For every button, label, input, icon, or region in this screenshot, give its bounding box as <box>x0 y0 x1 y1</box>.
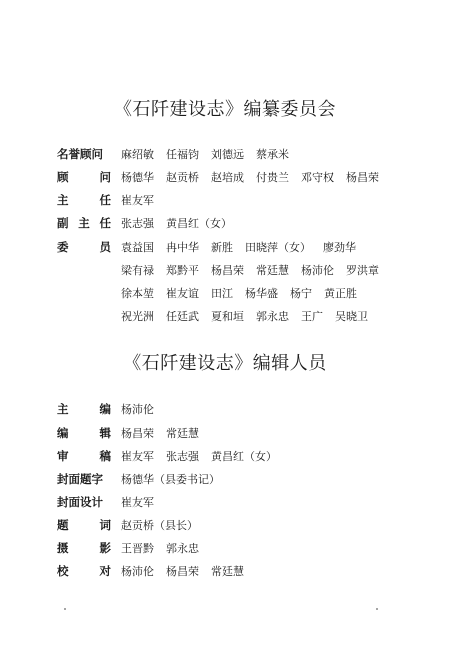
person-name: 冉中华 <box>166 241 199 254</box>
role-label: 审 稿 <box>57 449 111 463</box>
person-name: 杨华盛 <box>245 287 278 300</box>
names-list <box>121 448 289 464</box>
names-list <box>121 169 391 185</box>
role-label: 顾 问 <box>57 170 111 184</box>
person-name: 袁益国 <box>121 241 154 254</box>
names-list <box>121 146 301 162</box>
role-label: 封面设计 <box>57 495 103 509</box>
names-list <box>121 540 211 556</box>
person-name: 杨德华 <box>121 171 154 184</box>
person-name: 付贵兰 <box>256 171 289 184</box>
names-list <box>121 308 380 324</box>
person-name: 吴晓卫 <box>335 310 368 323</box>
person-name: 新胜 <box>211 241 233 254</box>
person-name: 杨德华（县委书记） <box>121 473 220 486</box>
credit-row <box>57 285 369 301</box>
names-list <box>121 471 232 487</box>
person-name: 杨昌荣 <box>346 171 379 184</box>
person-name: 常廷慧 <box>256 264 289 277</box>
role-label: 题 词 <box>57 518 111 532</box>
role-label: 委 员 <box>57 240 111 254</box>
person-name: 郭永忠 <box>256 310 289 323</box>
person-name: 杨昌荣 <box>211 264 244 277</box>
person-name: 麻绍敏 <box>121 148 154 161</box>
person-name: 郑黔平 <box>166 264 199 277</box>
role-label: 摄 影 <box>57 541 111 555</box>
names-list <box>121 494 166 510</box>
names-list <box>121 401 166 417</box>
person-name: 田晓萍（女） <box>245 241 311 254</box>
person-name: 梁有禄 <box>121 264 154 277</box>
credit-row <box>57 215 244 231</box>
credit-row <box>57 517 210 533</box>
person-name: 崔友谊 <box>166 287 199 300</box>
credit-row <box>57 540 211 556</box>
person-name: 杨沛伦 <box>301 264 334 277</box>
role-label: 主 任 <box>57 193 111 207</box>
person-name: 廖劲华 <box>323 241 356 254</box>
editors-title: 《石阡建设志》编辑人员 <box>123 353 327 374</box>
person-name: 邓守权 <box>301 171 334 184</box>
role-label: 名誉顾问 <box>57 147 103 161</box>
names-list <box>121 425 211 441</box>
names-list <box>121 262 391 278</box>
credit-row <box>57 563 256 579</box>
person-name: 张志强 <box>166 450 199 463</box>
person-name: 祝光洲 <box>121 310 154 323</box>
role-label: 封面题字 <box>57 472 103 486</box>
credit-row <box>57 494 166 510</box>
scan-speck <box>64 608 66 610</box>
names-list <box>121 563 256 579</box>
person-name: 赵培成 <box>211 171 244 184</box>
names-list <box>121 215 244 231</box>
person-name: 黄正胜 <box>324 287 357 300</box>
person-name: 王广 <box>301 310 323 323</box>
credit-row <box>57 425 211 441</box>
person-name: 杨昌荣 <box>166 565 199 578</box>
person-name: 杨沛伦 <box>121 565 154 578</box>
person-name: 杨沛伦 <box>121 403 154 416</box>
committee-title: 《石阡建设志》编纂委员会 <box>114 99 336 120</box>
person-name: 崔友军 <box>121 194 154 207</box>
credit-row <box>57 239 368 255</box>
credit-row <box>57 146 301 162</box>
person-name: 罗洪章 <box>346 264 379 277</box>
person-name: 郭永忠 <box>166 542 199 555</box>
person-name: 田江 <box>211 287 233 300</box>
credit-row <box>57 471 232 487</box>
person-name: 常廷慧 <box>211 565 244 578</box>
person-name: 刘德远 <box>211 148 244 161</box>
person-name: 赵贡桥 <box>166 171 199 184</box>
credit-row <box>57 192 166 208</box>
names-list <box>121 517 210 533</box>
person-name: 杨昌荣 <box>121 427 154 440</box>
role-label: 主 编 <box>57 402 111 416</box>
scan-speck <box>376 608 378 610</box>
credit-row <box>57 401 166 417</box>
role-label: 校 对 <box>57 564 111 578</box>
person-name: 赵贡桥（县长） <box>121 519 198 532</box>
person-name: 黄昌红（女） <box>211 450 277 463</box>
credit-row <box>57 262 391 278</box>
person-name: 常廷慧 <box>166 427 199 440</box>
person-name: 夏和垣 <box>211 310 244 323</box>
person-name: 王晋黔 <box>121 542 154 555</box>
names-list <box>121 239 368 255</box>
names-list <box>121 285 369 301</box>
person-name: 任廷武 <box>166 310 199 323</box>
names-list <box>121 192 166 208</box>
credit-row <box>57 308 380 324</box>
person-name: 任福钧 <box>166 148 199 161</box>
person-name: 黄昌红（女） <box>166 217 232 230</box>
role-label: 副 主 任 <box>57 216 111 230</box>
person-name: 张志强 <box>121 217 154 230</box>
credit-row <box>57 169 391 185</box>
person-name: 崔友军 <box>121 496 154 509</box>
person-name: 杨宁 <box>290 287 312 300</box>
credit-row <box>57 448 289 464</box>
person-name: 蔡承米 <box>256 148 289 161</box>
person-name: 徐本堃 <box>121 287 154 300</box>
role-label: 编 辑 <box>57 426 111 440</box>
person-name: 崔友军 <box>121 450 154 463</box>
